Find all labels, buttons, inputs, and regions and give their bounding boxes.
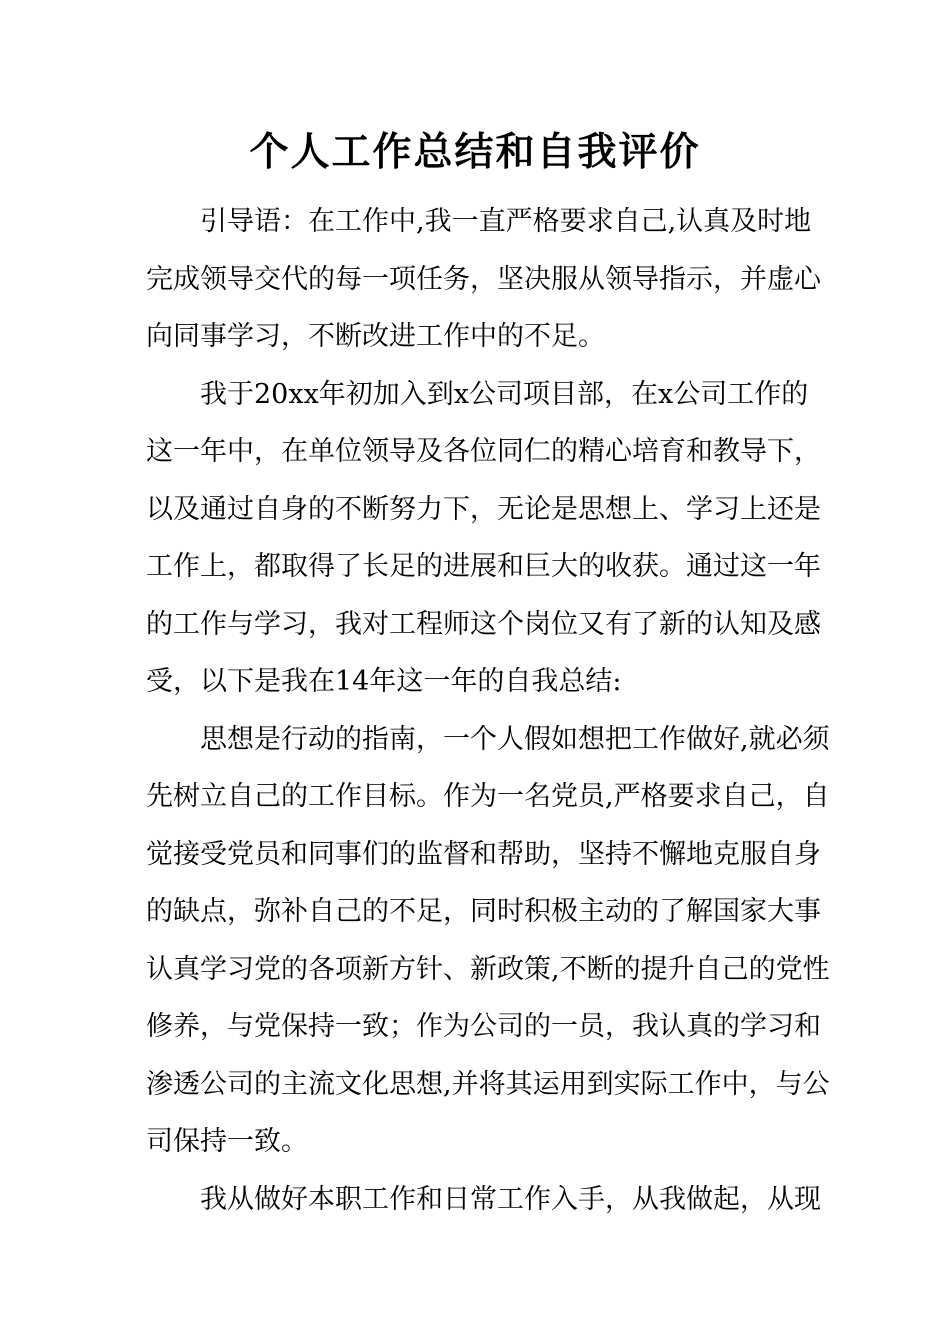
- paragraph-line: 修养，与党保持一致；作为公司的一员，我认真的学习和: [146, 1011, 821, 1042]
- paragraph-line: 我于20xx年初加入到x公司项目部，在x公司工作的: [200, 379, 809, 410]
- paragraph-line: 完成领导交代的每一项任务，坚决服从领导指示，并虚心: [146, 264, 821, 295]
- paragraph-line: 认真学习党的各项新方针、新政策,不断的提升自己的党性: [146, 954, 830, 985]
- paragraph-line: 思想是行动的指南，一个人假如想把工作做好,就必须: [200, 724, 830, 755]
- paragraph-line: 以及通过自身的不断努力下，无论是思想上、学习上还是: [146, 494, 821, 525]
- paragraph-line: 觉接受党员和同事们的监督和帮助，坚持不懈地克服自身: [146, 839, 821, 870]
- paragraph-line: 司保持一致。: [146, 1126, 308, 1157]
- paragraph-line: 引导语：在工作中,我一直严格要求自己,认真及时地: [200, 206, 812, 237]
- paragraph-line: 这一年中，在单位领导及各位同仁的精心培育和教导下，: [146, 436, 821, 467]
- paragraph-line: 先树立自己的工作目标。作为一名党员,严格要求自己，自: [146, 781, 830, 812]
- paragraph-line: 工作上，都取得了长足的进展和巨大的收获。通过这一年: [146, 551, 821, 582]
- paragraph-line: 的工作与学习，我对工程师这个岗位又有了新的认知及感: [146, 609, 821, 640]
- paragraph-line: 我从做好本职工作和日常工作入手，从我做起，从现: [200, 1184, 821, 1215]
- paragraph-line: 的缺点，弥补自己的不足，同时积极主动的了解国家大事: [146, 896, 821, 927]
- document-title: 个人工作总结和自我评价: [249, 129, 701, 175]
- paragraph-line: 向同事学习，不断改进工作中的不足。: [146, 321, 605, 352]
- paragraph-line: 受，以下是我在14年这一年的自我总结:: [146, 666, 622, 697]
- paragraph-line: 渗透公司的主流文化思想,并将其运用到实际工作中，与公: [146, 1069, 830, 1100]
